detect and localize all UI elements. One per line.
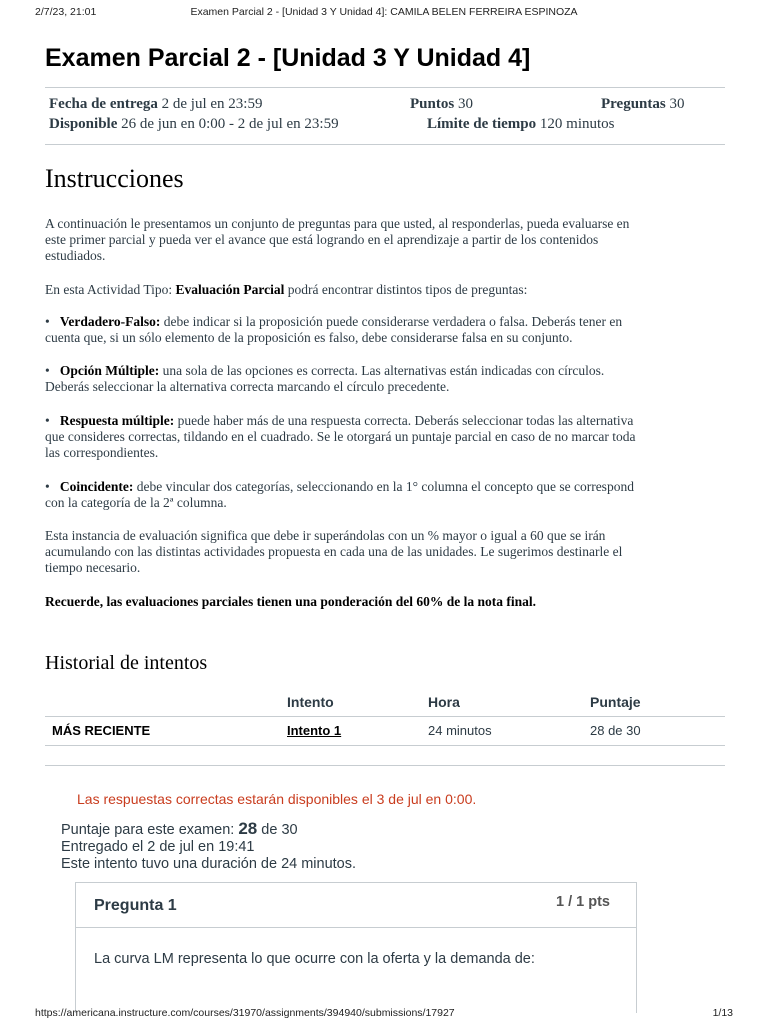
- closing-paragraph: [45, 528, 735, 577]
- exam-details: [45, 87, 725, 145]
- row-label: MÁS RECIENTE: [52, 723, 151, 738]
- page-title: Examen Parcial 2 - [Unidad 3 Y Unidad 4]: [45, 44, 531, 72]
- available-label: Disponible: [49, 116, 118, 132]
- intro-line: este primer parcial y pueda ver el avance que está logrando en el aprendizaje a partir de los contenidos: [45, 232, 599, 248]
- intro-line: A continuación le presentamos un conjunto de preguntas para que usted, al responderlas, pueda evaluarse en: [45, 216, 630, 231]
- intro-line: estudiados.: [45, 248, 106, 264]
- questions: [601, 96, 684, 113]
- score-prefix: Puntaje para este examen:: [61, 822, 239, 838]
- bullet-text: una sola de las opciones es correcta. Las alternativas están indicadas con círculos.: [159, 363, 605, 378]
- bullet-term: Verdadero-Falso:: [59, 314, 161, 329]
- available: [49, 116, 339, 133]
- closing-line: tiempo necesario.: [45, 560, 141, 576]
- print-url: https://americana.instructure.com/courses/31970/assignments/394940/submissions/17927: [35, 1007, 455, 1019]
- time-limit-value: 120 minutos: [539, 116, 615, 132]
- bullet-mark: •: [45, 479, 50, 494]
- bullet-opcion-multiple: [45, 363, 735, 395]
- reminder-text: Recuerde, las evaluaciones parciales tienen una ponderación del 60% de la nota final.: [45, 594, 537, 609]
- history-heading: Historial de intentos: [45, 652, 208, 674]
- questions-label: Preguntas: [601, 96, 666, 112]
- question-title: Pregunta 1: [94, 897, 177, 914]
- history-table: [45, 688, 725, 746]
- column-header-hora: Hora: [428, 694, 460, 710]
- submitted-text: Entregado el 2 de jul en 19:41: [61, 839, 255, 855]
- due-label: Fecha de entrega: [49, 96, 158, 112]
- due-date: [49, 96, 262, 113]
- points-label: Puntos: [410, 96, 455, 112]
- score-value: 28: [238, 819, 258, 838]
- bullet-text: debe vincular dos categorías, seleccionando en la 1° columna el concepto que se correspond: [133, 479, 634, 494]
- column-header-puntaje: Puntaje: [590, 694, 641, 710]
- table-row: [45, 717, 725, 746]
- available-value: 26 de jun en 0:00 - 2 de jul en 23:59: [121, 116, 339, 132]
- bullet-term: Opción Múltiple:: [59, 363, 160, 378]
- closing-line: Esta instancia de evaluación significa que debe ir superándolas con un % mayor o igual a 60 que se irán: [45, 528, 606, 543]
- due-value: 2 de jul en 23:59: [161, 96, 263, 112]
- closing-line: acumulando con las distintas actividades propuesta en cada una de las unidades. Le sugerimos destinarle el: [45, 544, 623, 560]
- time-limit: [427, 116, 615, 133]
- bullet-text: puede haber más de una respuesta correcta. Deberás seleccionar todas las alternativa: [174, 413, 634, 428]
- bullet-text: debe indicar si la proposición puede considerarse verdadera o falsa. Deberás tener en: [160, 314, 623, 329]
- bullet-text: las correspondientes.: [45, 445, 159, 461]
- history-header-row: [45, 688, 725, 717]
- activity-type: Evaluación Parcial: [175, 282, 285, 297]
- bullet-text: con la categoría de la 2ª columna.: [45, 495, 227, 511]
- bullet-mark: •: [45, 413, 50, 428]
- answers-notice: Las respuestas correctas estarán disponibles el 3 de jul en 0:00.: [77, 791, 477, 807]
- activity-suffix: podrá encontrar distintos tipos de preguntas:: [284, 282, 528, 297]
- points-value: 30: [457, 96, 473, 112]
- question-text: La curva LM representa lo que ocurre con la oferta y la demanda de:: [94, 951, 535, 967]
- attempt-score: 28 de 30: [590, 723, 641, 738]
- attempt-link[interactable]: Intento 1: [287, 723, 342, 738]
- intro-paragraph: [45, 216, 735, 265]
- bullet-term: Respuesta múltiple:: [59, 413, 175, 428]
- page-number: 1/13: [712, 1007, 733, 1019]
- score-suffix: de 30: [257, 822, 298, 838]
- bullet-coincidente: [45, 479, 735, 511]
- print-date: 2/7/23, 21:01: [35, 6, 97, 18]
- bullet-mark: •: [45, 314, 50, 329]
- points: [410, 96, 473, 113]
- activity-paragraph: [45, 282, 735, 298]
- question-card: [75, 882, 637, 1013]
- bullet-text: que consideres correctas, tildando en el cuadrado. Se le otorgará un puntaje parcial en caso de no marcar toda: [45, 429, 636, 445]
- activity-prefix: En esta Actividad Tipo:: [45, 282, 176, 297]
- bullet-verdadero-falso: [45, 314, 735, 346]
- column-header-intento: Intento: [287, 694, 334, 710]
- questions-value: 30: [669, 96, 685, 112]
- question-header: [76, 883, 636, 928]
- bullet-respuesta-multiple: [45, 413, 735, 462]
- divider: [45, 765, 725, 766]
- duration-text: Este intento tuvo una duración de 24 minutos.: [61, 856, 357, 872]
- time-limit-label: Límite de tiempo: [427, 116, 537, 132]
- bullet-term: Coincidente:: [59, 479, 134, 494]
- bullet-text: Deberás seleccionar la alternativa correcta marcando el círculo precedente.: [45, 379, 450, 395]
- bullet-mark: •: [45, 363, 50, 378]
- attempt-time: 24 minutos: [428, 723, 492, 738]
- question-points: 1 / 1 pts: [556, 894, 610, 910]
- bullet-text: cuenta que, si un sólo elemento de la proposición es falso, debe considerarse falsa en su conjunto.: [45, 330, 573, 346]
- print-title: Examen Parcial 2 - [Unidad 3 Y Unidad 4]: CAMILA BELEN FERREIRA ESPINOZA: [190, 6, 578, 18]
- instructions-heading: Instrucciones: [45, 164, 184, 193]
- score-summary: [61, 820, 356, 873]
- reminder-paragraph: [45, 594, 735, 610]
